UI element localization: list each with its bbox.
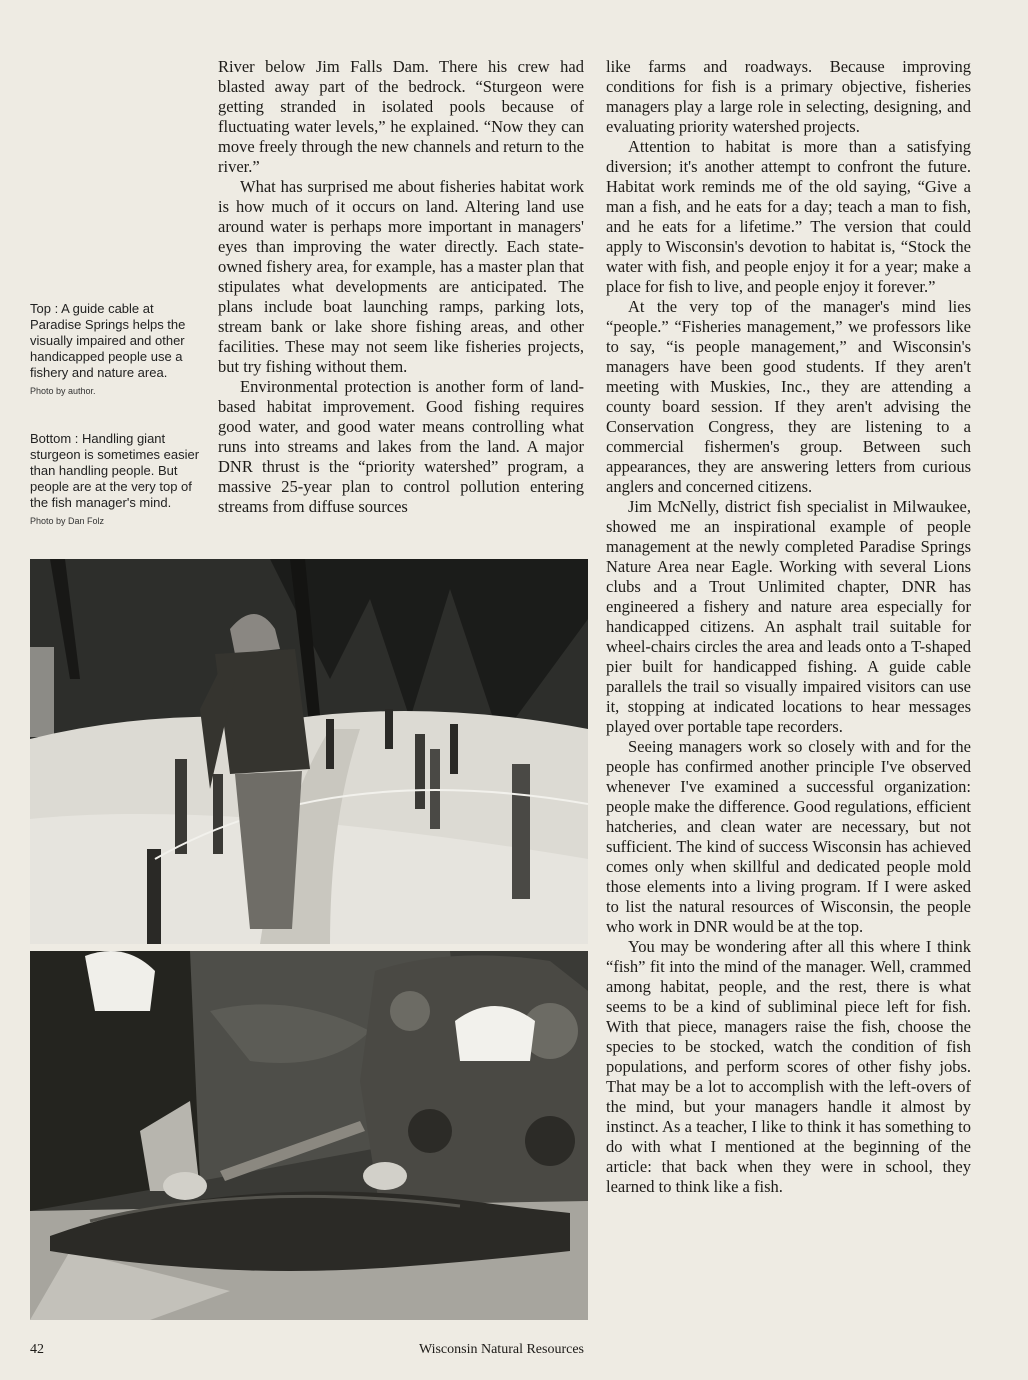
caption-bottom-credit: Photo by Dan Folz [30,516,105,526]
photo-sturgeon-handling [30,951,588,1320]
caption-top [30,301,202,397]
paragraph: What has surprised me about fisheries habitat work is how much of it occurs on land. Altering land use around water is perhaps more important in managers' eyes than improving the water directly. Each state-owned fishery area, for example, has a master plan that stipulates what developments are anticipated. The plans include boat launching ramps, parking lots, stream bank or lake shore fishing areas, and other facilities. These may not seem like fisheries projects, but try fishing without them. [218,177,584,376]
photo-guide-cable-trail [30,559,588,944]
paragraph: like farms and roadways. Because improving conditions for fish is a primary objective, fisheries managers play a large role in selecting, designing, and evaluating priority watershed projects. [606,57,971,136]
paragraph: At the very top of the manager's mind lies “people.” “Fisheries management,” we professors like to say, “is people management,” and Wisconsin's managers have been good students. If they aren't meeting with Muskies, Inc., they are attending a county board session. If they aren't advising the Conservation Congress, they are listening to a commercial fishermen's group. Between such appearances, they are answering letters from curious anglers and concerned citizens. [606,297,971,496]
paragraph: You may be wondering after all this where I think “fish” fit into the mind of the manager. Well, crammed among habitat, people, and the rest, there is what seems to be a kind of subliminal piece left for fish. With that piece, managers raise the fish, choose the species to be stocked, watch the condition of fish populations, and perform scores of other fishy jobs. That may be a lot to accomplish with the left-overs of the mind, but your managers handle it almost by instinct. As a teacher, I like to think it has something to do with what I mentioned at the beginning of the article: that back when they were in school, they learned to think like a fish. [606,937,971,1196]
article-column-middle [218,57,584,541]
paragraph: Seeing managers work so closely with and for the people has confirmed another principle I've observed whenever I've examined a successful organization: people make the difference. Good regulations, efficient hatcheries, and clean water are necessary, but not sufficient. The kind of success Wisconsin has achieved comes only when skillful and dedicated people mold those elements into a living program. If I were asked to list the natural resources of Wisconsin, the people who work in DNR would be at the top. [606,737,971,936]
caption-top-text: Top : A guide cable at Paradise Springs helps the visually impaired and other handicapped people use a fishery and nature area. [30,301,186,380]
snow-trail-illustration [30,559,588,944]
paragraph: Attention to habitat is more than a satisfying diversion; it's another attempt to confront the future. Habitat work reminds me of the old saying, “Give a man a fish, and he eats for a day; teach a man to fish, and he eats for a lifetime.” The version that could apply to Wisconsin's devotion to habitat is, “Stock the water with fish, and people enjoy it for a year; make a place for fish to live, and people enjoy it forever.” [606,137,971,296]
sturgeon-illustration [30,951,588,1320]
paragraph: Jim McNelly, district fish specialist in Milwaukee, showed me an inspirational example of people management at the newly completed Paradise Springs Nature Area near Eagle. Working with several Lions clubs and a Trout Unlimited chapter, DNR has engineered a fishery and nature area especially for handicapped citizens. An asphalt trail suitable for wheel-chairs circles the area and leads onto a T-shaped pier built for handicapped fishing. A guide cable parallels the trail so visually impaired visitors can use it, stopping at indicated locations to hear messages played over portable tape recorders. [606,497,971,736]
paragraph: Environmental protection is another form of land-based habitat improvement. Good fishing requires good water, and good water means controlling what runs into streams and lakes from the land. A major DNR thrust is the “priority watershed” program, a massive 25-year plan to control pollution entering streams from diffuse sources [218,377,584,516]
caption-bottom-text: Bottom : Handling giant sturgeon is sometimes easier than handling people. But people are at the very top of the fish manager's mind. [30,431,200,510]
article-column-right [606,57,971,1307]
publication-name: Wisconsin Natural Resources [418,1342,584,1357]
caption-top-credit: Photo by author. [30,386,96,396]
page-number: 42 [30,1342,44,1357]
paragraph: River below Jim Falls Dam. There his crew had blasted away part of the bedrock. “Sturgeon were getting stranded in isolated pools because of fluctuating water levels,” he explained. “Now they can move freely through the new channels and return to the river.” [218,57,584,176]
caption-bottom [30,431,202,527]
